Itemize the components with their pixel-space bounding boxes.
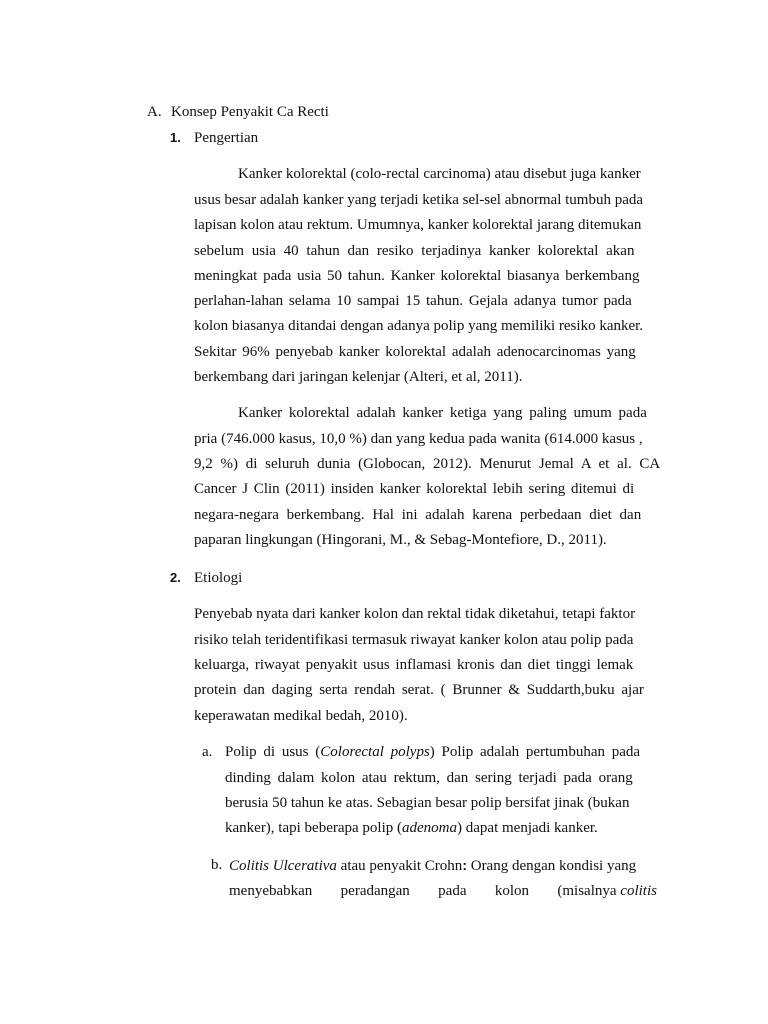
paragraph-line: berusia 50 tahun ke atas. Sebagian besar polip bersifat jinak (bukan	[225, 795, 630, 811]
paragraph-line: usus besar adalah kanker yang terjadi ketika sel-sel abnormal tumbuh pada	[194, 192, 644, 208]
text-span: Orang dengan kondisi yang	[466, 858, 637, 874]
word: menyebabkan	[229, 883, 313, 899]
text-span: atau penyakit Crohn	[336, 858, 463, 874]
paragraph-line	[229, 883, 657, 900]
word: kolon	[494, 883, 530, 899]
list-item-a-label: a.	[202, 744, 213, 760]
paragraph-line: Sekitar 96% penyebab kanker kolorektal adalah adenocarcinomas yang	[194, 344, 636, 360]
paragraph-line: protein dan daging serta rendah serat. ( Brunner & Suddarth,buku ajar	[194, 682, 644, 698]
paragraph-line: dinding dalam kolon atau rektum, dan sering terjadi pada orang	[225, 770, 633, 786]
section-1-heading	[170, 130, 259, 147]
paragraph-line	[225, 820, 598, 837]
word: peradangan	[340, 883, 410, 899]
paragraph-line: Penyebab nyata dari kanker kolon dan rektal tidak diketahui, tetapi faktor	[194, 606, 636, 622]
section-1-title: Pengertian	[194, 130, 259, 146]
paragraph-line: pria (746.000 kasus, 10,0 %) dan yang kedua pada wanita (614.000 kasus ,	[194, 431, 643, 447]
section-2-title: Etiologi	[194, 570, 243, 586]
paragraph-line: 9,2 %) di seluruh dunia (Globocan, 2012). Menurut Jemal A et al. CA	[194, 456, 661, 472]
paragraph-line: perlahan-lahan selama 10 sampai 15 tahun. Gejala adanya tumor pada	[194, 293, 632, 309]
paragraph-line: kolon biasanya ditandai dengan adanya polip yang memiliki resiko kanker.	[194, 318, 644, 334]
paragraph-line: Kanker kolorektal adalah kanker ketiga yang paling umum pada	[238, 405, 647, 421]
paragraph-line: Cancer J Clin (2011) insiden kanker kolorektal lebih sering ditemui di	[194, 481, 635, 497]
italic-term: adenoma	[402, 820, 458, 836]
section-2-number: 2.	[170, 570, 181, 585]
paragraph-line: keluarga, riwayat penyakit usus inflamasi kronis dan diet tinggi lemak	[194, 657, 634, 673]
paragraph-line	[225, 744, 640, 761]
italic-term: colitis	[620, 883, 657, 899]
paragraph-line: meningkat pada usia 50 tahun. Kanker kolorektal biasanya berkembang	[194, 268, 640, 284]
paragraph-line: sebelum usia 40 tahun dan resiko terjadinya kanker kolorektal akan	[194, 243, 635, 259]
heading-a	[147, 104, 329, 121]
section-1-number: 1.	[170, 130, 181, 145]
word: pada	[438, 883, 467, 899]
heading-a-text: Konsep Penyakit Ca Recti	[171, 104, 329, 120]
text-span: :	[462, 857, 467, 873]
italic-term: Colorectal polyps	[320, 744, 430, 760]
word	[557, 883, 657, 900]
paragraph-line	[229, 857, 636, 875]
text-span: kanker), tapi beberapa polip (	[225, 820, 403, 836]
list-item-b-label: b.	[211, 857, 223, 873]
section-2-heading	[170, 570, 243, 587]
paragraph-line: paparan lingkungan (Hingorani, M., & Sebag-Montefiore, D., 2011).	[194, 532, 607, 548]
paragraph-line: keperawatan medikal bedah, 2010).	[194, 708, 408, 724]
italic-term: Colitis Ulcerativa	[229, 858, 337, 874]
text-span: Polip di usus (	[225, 744, 321, 760]
paragraph-line: negara-negara berkembang. Hal ini adalah karena perbedaan diet dan	[194, 507, 642, 523]
paragraph-line: Kanker kolorektal (colo-rectal carcinoma) atau disebut juga kanker	[238, 166, 641, 182]
paragraph-line: lapisan kolon atau rektum. Umumnya, kanker kolorektal jarang ditemukan	[194, 217, 642, 233]
text-span: (misalnya	[557, 883, 617, 899]
paragraph-line: berkembang dari jaringan kelenjar (Alteri, et al, 2011).	[194, 369, 523, 385]
heading-a-label: A.	[147, 104, 162, 120]
paragraph-line: risiko telah teridentifikasi termasuk riwayat kanker kolon atau polip pada	[194, 632, 634, 648]
text-span: ) Polip adalah pertumbuhan pada	[429, 744, 641, 760]
text-span: ) dapat menjadi kanker.	[457, 820, 598, 836]
